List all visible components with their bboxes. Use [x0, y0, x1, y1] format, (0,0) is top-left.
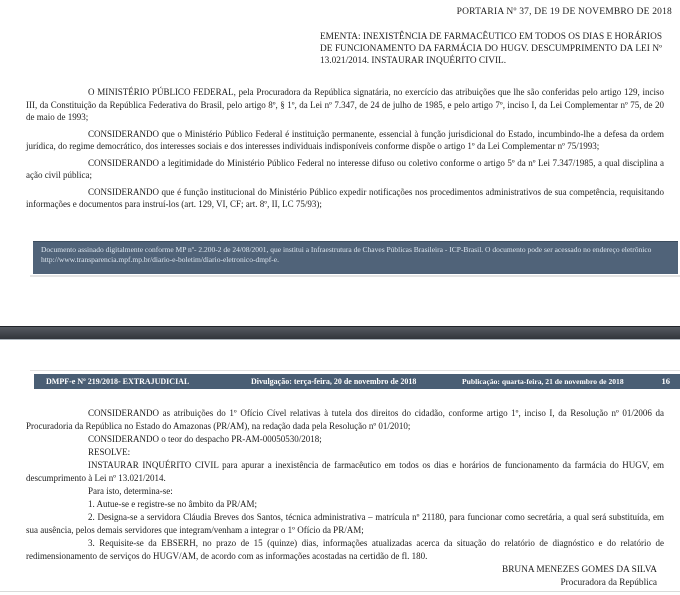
- paragraph: INSTAURAR INQUÉRITO CIVIL para apurar a inexistência de farmacêutico em todos os dias e horários de funcionamento da farmácia do HUGV, em descumprimento à Lei nº 13.021/2014.: [26, 460, 664, 483]
- paragraph: CONSIDERANDO o teor do despacho PR-AM-00050530/2018;: [88, 434, 322, 444]
- signature-name: BRUNA MENEZES GOMES DA SILVA: [502, 565, 657, 575]
- publicacao-date: Publicação: quarta-feira, 21 de novembro de 2018: [462, 377, 624, 386]
- notice-underline: [30, 275, 680, 277]
- paragraph: 3. Requisite-se da EBSERH, no prazo de 15 (quinze) dias, informações atualizadas acerca da situação do relatório de diagnóstico e do relatório de redimensionamento de serviços do HUGV/AM, de acordo com as informações acostadas na certidão de fl. 180.: [26, 538, 664, 561]
- divulgacao-date: Divulgação: terça-feira, 20 de novembro de 2018: [251, 377, 417, 386]
- paragraph: CONSIDERANDO que é função institucional do Ministério Público expedir notificações nos procedimentos administrativos de sua competência, requisitando informações e documentos para instruí-los (art. 129, VI, CF; art. 8º, II, LC 75/93);: [26, 186, 664, 209]
- signature-role: Procuradora da República: [560, 578, 657, 588]
- portaria-title: PORTARIA Nº 37, DE 19 DE NOVEMBRO DE 2018: [456, 7, 672, 17]
- paragraph: CONSIDERANDO as atribuições do 1º Ofício Cível relativas à tutela dos direitos do cidadão, conforme artigo 1º, inciso I, da Resolução nº 01/2006 da Procuradoria da República no Estado do Amazonas (PR/AM), na redação dada pela Resolução nº 01/2010;: [26, 408, 664, 431]
- journal-header-bar: [34, 374, 680, 389]
- signature-block: [502, 564, 657, 590]
- ementa-block: EMENTA: INEXISTÊNCIA DE FARMACÊUTICO EM TODOS OS DIAS E HORÁRIOS DE FUNCIONAMENTO DA FARMÁCIA DO HUGV. DESCUMPRIMENTO DA LEI Nº 13.021/2014. INSTAURAR INQUÉRITO CIVIL.: [320, 32, 662, 66]
- page1-body: [26, 86, 664, 215]
- page-separator-bar: [0, 326, 680, 340]
- page2-body: [26, 407, 664, 563]
- paragraph: Para isto, determina-se:: [88, 486, 173, 496]
- paragraph: RESOLVE:: [88, 447, 131, 457]
- paragraph: 1. Autue-se e registre-se no âmbito da PR/AM;: [88, 499, 257, 509]
- paragraph: CONSIDERANDO que o Ministério Público Federal é instituição permanente, essencial à função jurisdicional do Estado, incumbindo-lhe a defesa da ordem jurídica, do regime democrático, dos interesses sociais e dos interesses individuais indisponíveis conforme dispõe o artigo 1º da Lei Complementar nº 75/1993;: [26, 128, 664, 151]
- paragraph: 2. Designa-se a servidora Cláudia Breves dos Santos, técnica administrativa – matrícula nº 21180, para funcionar como secretária, a qual será substituída, em sua ausência, pelos demais servidores que integram/venham a integrar o 1º Ofício da PR/AM;: [26, 512, 664, 535]
- journal-edition: DMPF-e Nº 219/2018- EXTRAJUDICIAL: [46, 377, 190, 386]
- paragraph: O MINISTÉRIO PÚBLICO FEDERAL, pela Procuradora da República signatária, no exercício das atribuições que lhe são conferidas pelo artigo 129, inciso III, da Constituição da República Federativa do Brasil, pelo artigo 8º, § 1º, da Lei nº 7.347, de 24 de julho de 1985, e pelo artigo 7º, inciso I, da Lei Complementar nº 75, de 20 de maio de 1993;: [26, 87, 664, 122]
- page-number: 16: [661, 376, 670, 386]
- digital-signature-notice: Documento assinado digitalmente conforme MP nº- 2.200-2 de 24/08/2001, que institui a Infraestrutura de Chaves Públicas Brasileira - ICP-Brasil. O documento pode ser acessado no endereço eletrônico http://www.transparencia.mpf.mp.br/diario-e-boletim/diario-eletronico-dmpf-e.: [33, 241, 678, 274]
- paragraph: CONSIDERANDO a legitimidade do Ministério Público Federal no interesse difuso ou coletivo conforme o artigo 5º da nº Lei 7.347/1985, a qual disciplina a ação civil pública;: [26, 157, 664, 180]
- bottom-divider: [0, 591, 680, 592]
- journal-header-topline: [30, 370, 680, 371]
